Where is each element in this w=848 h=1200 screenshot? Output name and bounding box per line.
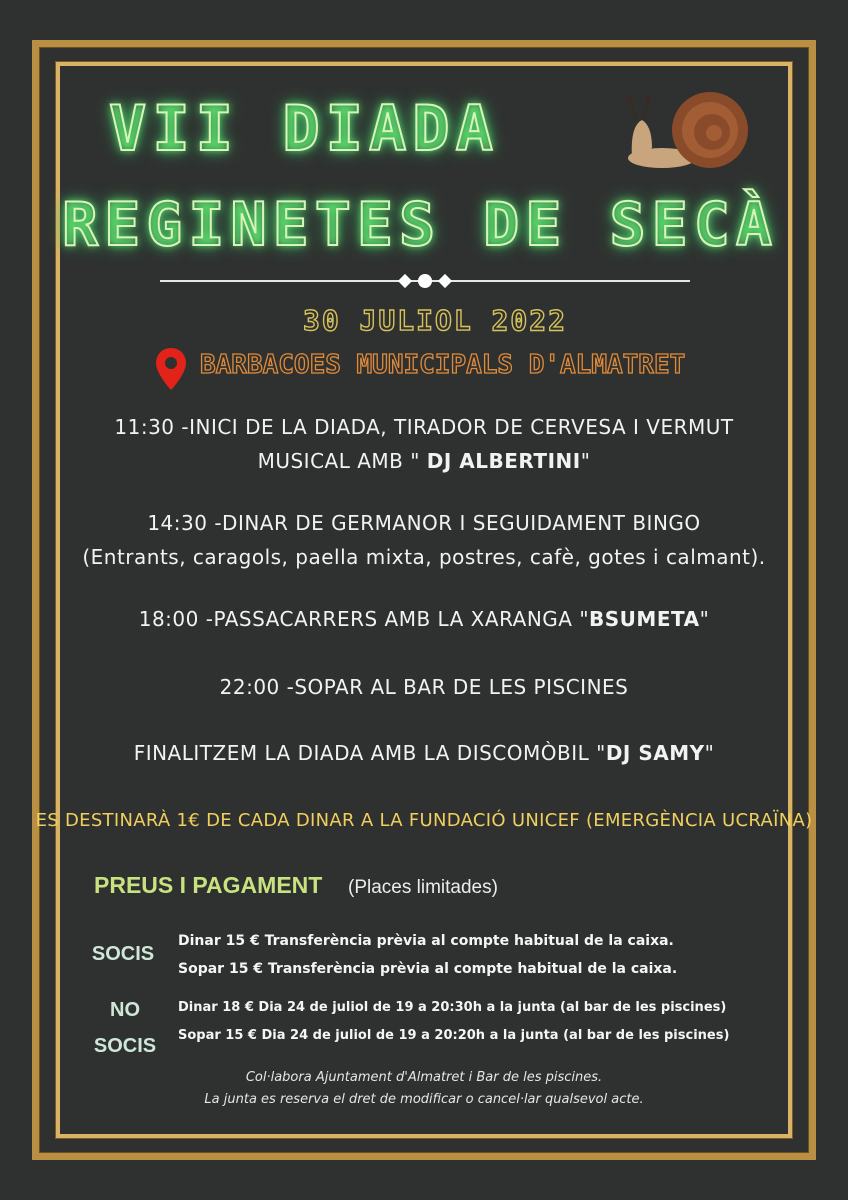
nosocis-sopar-price: Sopar 15 € Dia 24 de juliol de 19 a 20:20h a la junta (al bar de les piscines): [178, 1028, 730, 1043]
text: FINALITZEM LA DIADA AMB LA DISCOMÒBIL ": [133, 741, 606, 765]
text: MUSICAL AMB ": [257, 449, 420, 473]
program-item-4: 22:00 -SOPAR AL BAR DE LES PISCINES: [219, 675, 629, 699]
divider-dot: [418, 274, 432, 288]
socis-sopar-price: Sopar 15 € Transferència prèvia al compte habitual de la caixa.: [178, 961, 678, 977]
prices-heading: PREUS I PAGAMENT: [94, 872, 323, 898]
dj-name: DJ ALBERTINI: [426, 449, 581, 473]
text: 18:00 -PASSACARRERS AMB LA XARANGA ": [138, 607, 590, 631]
program-item-1-line-1: 11:30 -INICI DE LA DIADA, TIRADOR DE CERVESA I VERMUT: [114, 415, 734, 439]
title-line-2: REGINETES DE SECÀ: [61, 190, 779, 260]
no-socis-label: [80, 992, 170, 1064]
socis-dinar-price: Dinar 15 € Transferència prèvia al compte habitual de la caixa.: [178, 933, 674, 949]
program-item-3: [0, 602, 848, 636]
socis-label-2: SOCIS: [93, 1035, 157, 1057]
places-note: (Places limitades): [348, 877, 498, 898]
band-name: BSUMETA: [589, 607, 700, 631]
snail-icon: [622, 86, 752, 176]
dj-name: DJ SAMY: [605, 741, 705, 765]
footer-collaboration: Col·labora Ajuntament d'Almatret i Bar de les piscines.: [245, 1070, 603, 1085]
nosocis-dinar-price: Dinar 18 € Dia 24 de juliol de 19 a 20:30h a la junta (al bar de les piscines): [178, 1000, 727, 1015]
program-item-2: [0, 506, 848, 574]
no-label: NO: [110, 999, 140, 1021]
text: ": [699, 607, 710, 631]
socis-label: SOCIS: [91, 943, 155, 965]
event-date: 30 JULIOL 2022: [302, 304, 567, 337]
footer-disclaimer: La junta es reserva el dret de modificar o cancel·lar qualsevol acte.: [204, 1092, 644, 1107]
program-item-2-line-1: 14:30 -DINAR DE GERMANOR I SEGUIDAMENT BINGO: [147, 511, 701, 535]
unicef-notice: ES DESTINARÀ 1€ DE CADA DINAR A LA FUNDACIÓ UNICEF (EMERGÈNCIA UCRAÏNA): [35, 810, 813, 831]
event-venue: BARBACOES MUNICIPALS D'ALMATRET: [200, 350, 686, 380]
text: ": [580, 449, 591, 473]
program-item-5: [0, 736, 848, 770]
program-item-1-line-2: [0, 444, 848, 478]
program-item-2-line-2: (Entrants, caragols, paella mixta, postres, cafè, gotes i calmant).: [82, 545, 766, 569]
title-line-1: VII DIADA: [109, 92, 499, 165]
program-item-1: [0, 410, 848, 478]
text: ": [704, 741, 715, 765]
location-pin-icon: [154, 346, 188, 392]
